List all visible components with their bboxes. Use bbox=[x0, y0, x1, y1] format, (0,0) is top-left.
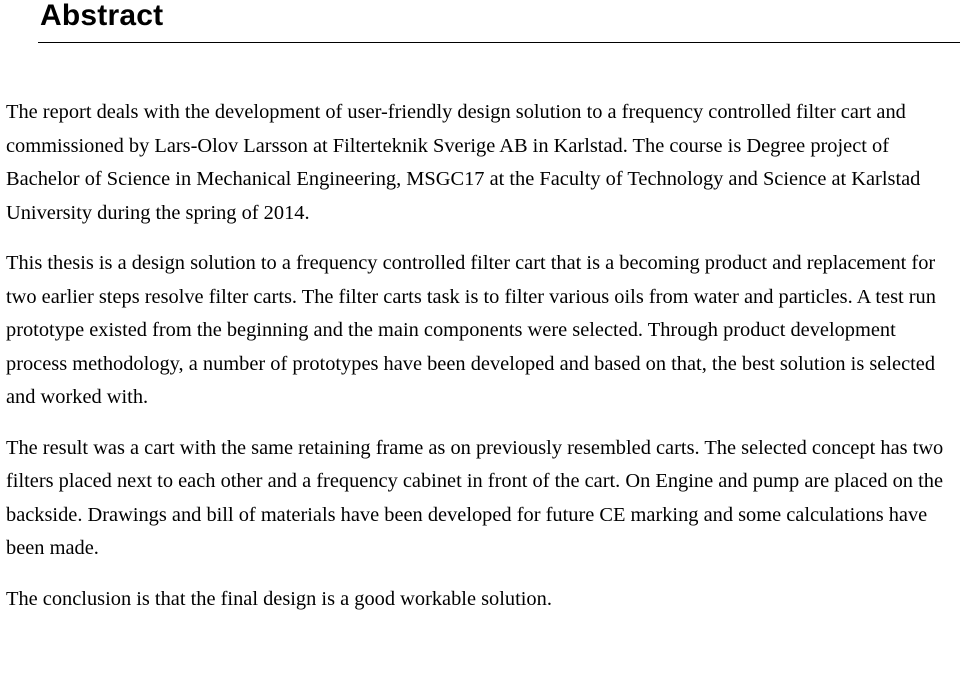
heading-divider bbox=[38, 42, 960, 43]
paragraph-conclusion: The conclusion is that the final design is a good workable solution. bbox=[6, 587, 552, 610]
page-title: Abstract bbox=[40, 0, 164, 32]
abstract-body bbox=[6, 96, 956, 616]
paragraph-result: The result was a cart with the same retaining frame as on previously resembled carts. The selected concept has two filters placed next to each other and a frequency cabinet in front of the cart. On Engine and pump are placed on the backside. Drawings and bill of materials have been developed for future CE marking and some calculations have been made. bbox=[6, 436, 944, 559]
paragraph-intro: The report deals with the development of user-friendly design solution to a frequency controlled filter cart and commissioned by Lars-Olov Larsson at Filterteknik Sverige AB in Karlstad. The course is Degree project of Bachelor of Science in Mechanical Engineering, MSGC17 at the Faculty of Technology and Science at Karlstad University during the spring of 2014. bbox=[6, 101, 921, 224]
paragraph-thesis: This thesis is a design solution to a frequency controlled filter cart that is a becoming product and replacement for two earlier steps resolve filter carts. The filter carts task is to filter various oils from water and particles. A test run prototype existed from the beginning and the main components were selected. Through product development process methodology, a number of prototypes have been developed and based on that, the best solution is selected and worked with. bbox=[6, 252, 936, 408]
